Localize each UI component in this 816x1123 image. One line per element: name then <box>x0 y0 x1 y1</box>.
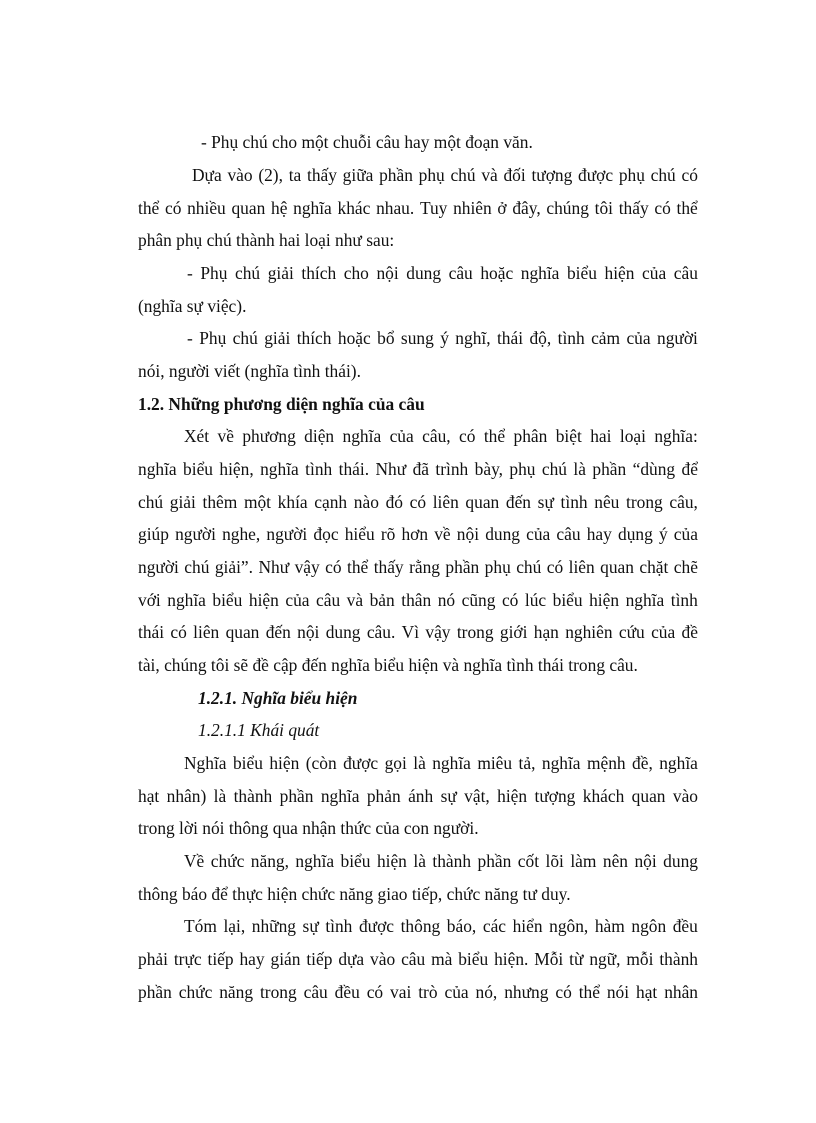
word: hạt <box>138 786 160 806</box>
word: đề <box>681 622 698 642</box>
word: đến <box>505 492 532 512</box>
word: nghĩa <box>625 590 665 610</box>
word: phản <box>366 786 401 806</box>
word: hiện, <box>219 459 254 479</box>
word: ở <box>497 198 507 218</box>
word: đó <box>385 492 403 512</box>
word: thành <box>233 786 273 806</box>
word: tình <box>557 328 585 348</box>
word: - <box>187 328 193 348</box>
word: vật, <box>464 786 490 806</box>
word: câu <box>673 263 698 283</box>
word: giữa <box>342 165 374 185</box>
word: chức <box>178 982 213 1002</box>
word: câu <box>556 524 581 544</box>
word: đều <box>672 916 698 936</box>
word: có <box>164 198 182 218</box>
paragraph-line <box>192 164 698 186</box>
word: khía <box>277 492 308 512</box>
word: dung <box>325 622 361 642</box>
word: có <box>654 198 671 218</box>
word: người <box>657 328 698 348</box>
word: dựa <box>338 949 365 969</box>
word: nghe, <box>222 524 261 544</box>
word: miêu <box>477 753 513 773</box>
word: chúng <box>546 198 589 218</box>
word: mỗi <box>626 949 654 969</box>
word: thể <box>347 557 369 577</box>
word: nghĩa <box>138 459 177 479</box>
word: hay <box>239 949 265 969</box>
word: quan <box>225 622 260 642</box>
word: nên <box>602 851 628 871</box>
word: về <box>217 426 234 446</box>
word: biệt <box>555 426 582 446</box>
word: sự <box>440 786 457 806</box>
word: nghiên <box>565 622 613 642</box>
paragraph-line <box>184 915 698 937</box>
word: Như <box>375 459 407 479</box>
word: cảm <box>591 328 621 348</box>
word: nhau. <box>376 198 415 218</box>
word: ngôn, <box>549 916 589 936</box>
word: nội <box>456 524 480 544</box>
word: đọc <box>313 524 339 544</box>
word: phụ <box>509 459 536 479</box>
word: biểu <box>458 949 489 969</box>
word: hiện <box>604 263 635 283</box>
word: thông <box>400 916 441 936</box>
word: thấy <box>618 198 649 218</box>
word: có <box>409 492 427 512</box>
word: tượng <box>531 165 573 185</box>
paragraph-line: (nghĩa sự việc). <box>138 296 247 316</box>
word: ngôn <box>631 916 667 936</box>
word: bổ <box>377 328 395 348</box>
word: chú <box>516 557 542 577</box>
word: thể <box>138 198 160 218</box>
word: của <box>389 426 414 446</box>
word: đề, <box>632 753 653 773</box>
word: và <box>346 590 364 610</box>
word: quan <box>631 786 666 806</box>
word: biểu <box>183 459 213 479</box>
paragraph-line <box>138 621 698 643</box>
word: chú <box>650 165 676 185</box>
word: có <box>546 557 564 577</box>
word: hiện <box>269 753 300 773</box>
word: báo, <box>446 916 477 936</box>
word: chẽ <box>673 557 698 577</box>
word: thể <box>483 426 506 446</box>
word: nhân <box>664 982 698 1002</box>
paragraph-line: trong lời nói thông qua nhận thức của con người. <box>138 818 479 838</box>
word: câu, <box>422 426 451 446</box>
word: rằng <box>409 557 440 577</box>
word: nghĩa <box>260 459 299 479</box>
paragraph-line <box>138 523 698 545</box>
word: thành <box>659 949 698 969</box>
word: một <box>243 492 272 512</box>
word: được <box>343 753 379 773</box>
word: những <box>251 916 296 936</box>
word: gọi <box>384 753 407 773</box>
paragraph-line <box>138 491 698 513</box>
word: tình <box>305 459 333 479</box>
word: thành <box>432 851 472 871</box>
word: hay <box>586 524 612 544</box>
word: Phụ <box>200 263 228 283</box>
word: cứu <box>618 622 645 642</box>
word: câu. <box>366 622 396 642</box>
word: rõ <box>380 524 396 544</box>
word: Như <box>258 557 290 577</box>
word: nhân) <box>166 786 207 806</box>
word: (còn <box>305 753 337 773</box>
word: có <box>366 982 384 1002</box>
word: nghĩa <box>541 753 581 773</box>
word: phần <box>445 557 480 577</box>
word: hạt <box>636 982 658 1002</box>
word: chú <box>138 492 164 512</box>
word: thấy <box>373 557 404 577</box>
word: trong <box>259 982 297 1002</box>
word: vào <box>227 165 253 185</box>
word: Vì <box>401 622 420 642</box>
word: hai <box>590 426 612 446</box>
bullet-line <box>187 262 698 284</box>
word: dung <box>663 851 698 871</box>
word: đều <box>334 982 360 1002</box>
word: Về <box>184 851 205 871</box>
word: Phụ <box>199 328 227 348</box>
word: và <box>481 165 498 185</box>
word: là <box>573 459 586 479</box>
word: khách <box>582 786 625 806</box>
word: hiển <box>512 916 543 936</box>
word: có <box>681 165 698 185</box>
word: hiện. <box>494 949 529 969</box>
word: phần <box>279 786 314 806</box>
word: có <box>459 426 476 446</box>
word: sung <box>400 328 434 348</box>
word: diện <box>304 426 335 446</box>
word: đã <box>412 459 429 479</box>
word: với <box>138 590 161 610</box>
word: “dùng <box>632 459 676 479</box>
word: của <box>626 328 651 348</box>
word: sự <box>302 916 319 936</box>
word: người <box>138 557 179 577</box>
word: phụ <box>484 557 511 577</box>
word: hệ <box>271 198 288 218</box>
word: nhiên <box>453 198 492 218</box>
word: của <box>673 524 698 544</box>
word: câu <box>448 263 473 283</box>
word: làm <box>570 851 597 871</box>
word: hoặc <box>480 263 514 283</box>
word: có <box>555 982 572 1002</box>
word: nội <box>634 851 657 871</box>
word: vào <box>370 949 396 969</box>
paragraph-line <box>138 589 698 611</box>
word: hàm <box>594 916 625 936</box>
word: được <box>358 916 395 936</box>
word: nhiều <box>187 198 226 218</box>
word: vậy <box>294 557 320 577</box>
word: thân <box>401 590 432 610</box>
word: nó <box>437 590 456 610</box>
word: lõi <box>545 851 564 871</box>
word: biểu <box>212 590 243 610</box>
word: (2), <box>258 165 283 185</box>
word: liên <box>568 557 595 577</box>
word: là <box>413 851 426 871</box>
paragraph-line <box>138 458 698 480</box>
word: mệnh <box>586 753 626 773</box>
word: loại <box>619 426 646 446</box>
word: chú <box>232 328 258 348</box>
word: Tuy <box>419 198 448 218</box>
word: quan <box>231 198 266 218</box>
word: biểu <box>552 590 583 610</box>
word: của <box>444 982 469 1002</box>
word: nghĩa <box>520 263 560 283</box>
word: Tóm <box>184 916 217 936</box>
word: Dựa <box>192 165 222 185</box>
word: khác <box>337 198 371 218</box>
word: của <box>642 263 667 283</box>
paragraph-line <box>138 948 698 970</box>
word: biểu <box>340 851 371 871</box>
word: quan <box>465 492 500 512</box>
word: trong <box>626 492 663 512</box>
word: phần <box>477 851 512 871</box>
word: người <box>175 524 216 544</box>
word: chú <box>184 557 210 577</box>
word: giúp <box>138 524 169 544</box>
word: có <box>325 557 342 577</box>
word: của <box>285 590 310 610</box>
word: mà <box>431 949 453 969</box>
paragraph-line: nói, người viết (nghĩa tình thái). <box>138 361 361 381</box>
paragraph-line <box>184 425 698 447</box>
word: để <box>681 459 698 479</box>
word: thích <box>296 328 332 348</box>
word: nghĩa <box>167 590 206 610</box>
word: phụ <box>618 165 645 185</box>
word: chú <box>235 263 261 283</box>
word: ý <box>440 328 449 348</box>
word: tiếp <box>306 949 333 969</box>
word: trình <box>435 459 469 479</box>
word: hạn <box>533 622 559 642</box>
word: năng, <box>250 851 289 871</box>
word: thể <box>676 198 698 218</box>
word: sự <box>537 492 554 512</box>
word: liên <box>193 622 220 642</box>
word: lúc <box>524 590 547 610</box>
word: giới <box>499 622 528 642</box>
word: tả, <box>518 753 536 773</box>
word: tiếp <box>207 949 234 969</box>
paragraph-line: phân phụ chú thành hai loại như sau: <box>138 230 395 250</box>
word: giải”. <box>214 557 254 577</box>
word: của <box>651 622 676 642</box>
paragraph-line: tài, chúng tôi sẽ đề cập đến nghĩa biểu hiện và nghĩa tình thái trong câu. <box>138 655 638 675</box>
word: câu, <box>669 492 698 512</box>
word: câu <box>316 590 341 610</box>
word: của <box>526 524 551 544</box>
word: hiện <box>497 786 528 806</box>
word: giải <box>169 492 196 512</box>
word: nói <box>606 982 630 1002</box>
word: thêm <box>202 492 238 512</box>
word: nghĩa: <box>654 426 698 446</box>
word: thái <box>138 622 165 642</box>
word: phụ <box>418 165 445 185</box>
word: nghĩa <box>659 753 698 773</box>
word: hơn <box>401 524 429 544</box>
word: gián <box>270 949 301 969</box>
word: câu <box>303 982 328 1002</box>
word: liên <box>432 492 459 512</box>
bullet-line <box>187 327 698 349</box>
word: dung <box>485 524 520 544</box>
word: tình <box>670 590 698 610</box>
word: có <box>501 590 519 610</box>
word: cạnh <box>314 492 348 512</box>
word: vào <box>672 786 698 806</box>
paragraph-line <box>184 850 698 872</box>
word: phải <box>138 949 168 969</box>
word: năng <box>219 982 254 1002</box>
word: - <box>187 263 193 283</box>
word: tình <box>560 492 588 512</box>
word: hiện <box>589 590 620 610</box>
word: trong <box>456 622 494 642</box>
word: tình <box>325 916 353 936</box>
word: nhưng <box>504 982 549 1002</box>
word: tôi <box>594 198 613 218</box>
word: chặt <box>639 557 669 577</box>
word: nó, <box>475 982 498 1002</box>
word: phần <box>138 982 172 1002</box>
word: nêu <box>594 492 620 512</box>
word: độ, <box>529 328 552 348</box>
word: chú <box>541 459 568 479</box>
word: Mỗi <box>534 949 564 969</box>
word: ý <box>658 524 668 544</box>
word: chức <box>210 851 245 871</box>
paragraph-line <box>138 785 698 807</box>
word: quan <box>600 557 634 577</box>
word: phương <box>242 426 296 446</box>
subsection-heading: 1.2.1. Nghĩa biểu hiện <box>198 688 358 708</box>
word: nghĩ, <box>455 328 491 348</box>
word: cốt <box>517 851 540 871</box>
word: trò <box>418 982 438 1002</box>
word: phần <box>592 459 627 479</box>
word: nội <box>297 622 320 642</box>
word: nội <box>376 263 399 283</box>
word: vậy <box>425 622 451 642</box>
word: các <box>482 916 507 936</box>
word: dụng <box>618 524 653 544</box>
word: nào <box>353 492 379 512</box>
paragraph-line: thông báo để thực hiện chức năng giao tiếp, chức năng tư duy. <box>138 884 571 904</box>
bullet-line: - Phụ chú cho một chuỗi câu hay một đoạn văn. <box>201 132 533 152</box>
word: Xét <box>184 426 210 446</box>
word: nghĩa <box>293 198 332 218</box>
word: dung <box>406 263 442 283</box>
word: hiện <box>376 851 407 871</box>
word: được <box>578 165 614 185</box>
word: thích <box>301 263 337 283</box>
word: phần <box>379 165 413 185</box>
word: biểu <box>232 753 263 773</box>
word: về <box>434 524 451 544</box>
word: ngữ, <box>589 949 621 969</box>
word: hoặc <box>337 328 371 348</box>
word: vai <box>390 982 412 1002</box>
word: bày, <box>474 459 503 479</box>
paragraph-line <box>184 752 698 774</box>
paragraph-line <box>138 197 698 219</box>
word: tượng <box>534 786 576 806</box>
word: giải <box>267 263 294 283</box>
word: ta <box>288 165 302 185</box>
word: người <box>266 524 308 544</box>
word: đây, <box>512 198 541 218</box>
paragraph-line <box>138 981 698 1003</box>
word: trực <box>173 949 202 969</box>
word: là <box>413 753 426 773</box>
word: có <box>170 622 187 642</box>
word: chú <box>450 165 476 185</box>
paragraph-line <box>138 556 698 578</box>
section-heading: 1.2. Những phương diện nghĩa của câu <box>138 394 425 414</box>
subsubsection-heading: 1.2.1.1 Khái quát <box>198 720 320 740</box>
word: cho <box>343 263 369 283</box>
word: từ <box>569 949 584 969</box>
word: cũng <box>461 590 496 610</box>
word: biểu <box>566 263 597 283</box>
word: là <box>213 786 227 806</box>
word: phân <box>513 426 548 446</box>
word: lại, <box>223 916 246 936</box>
word: nghĩa <box>432 753 471 773</box>
word: hiểu <box>344 524 375 544</box>
word: thái. <box>338 459 370 479</box>
word: bản <box>369 590 395 610</box>
word: nghĩa <box>320 786 360 806</box>
word: nghĩa <box>342 426 382 446</box>
word: nghĩa <box>295 851 335 871</box>
word: thể <box>578 982 600 1002</box>
word: đối <box>503 165 526 185</box>
word: giải <box>264 328 291 348</box>
word: Nghĩa <box>184 753 227 773</box>
word: thấy <box>306 165 337 185</box>
word: câu <box>401 949 426 969</box>
word: thái <box>496 328 524 348</box>
word: ánh <box>408 786 434 806</box>
word: đến <box>265 622 291 642</box>
word: hiện <box>248 590 279 610</box>
